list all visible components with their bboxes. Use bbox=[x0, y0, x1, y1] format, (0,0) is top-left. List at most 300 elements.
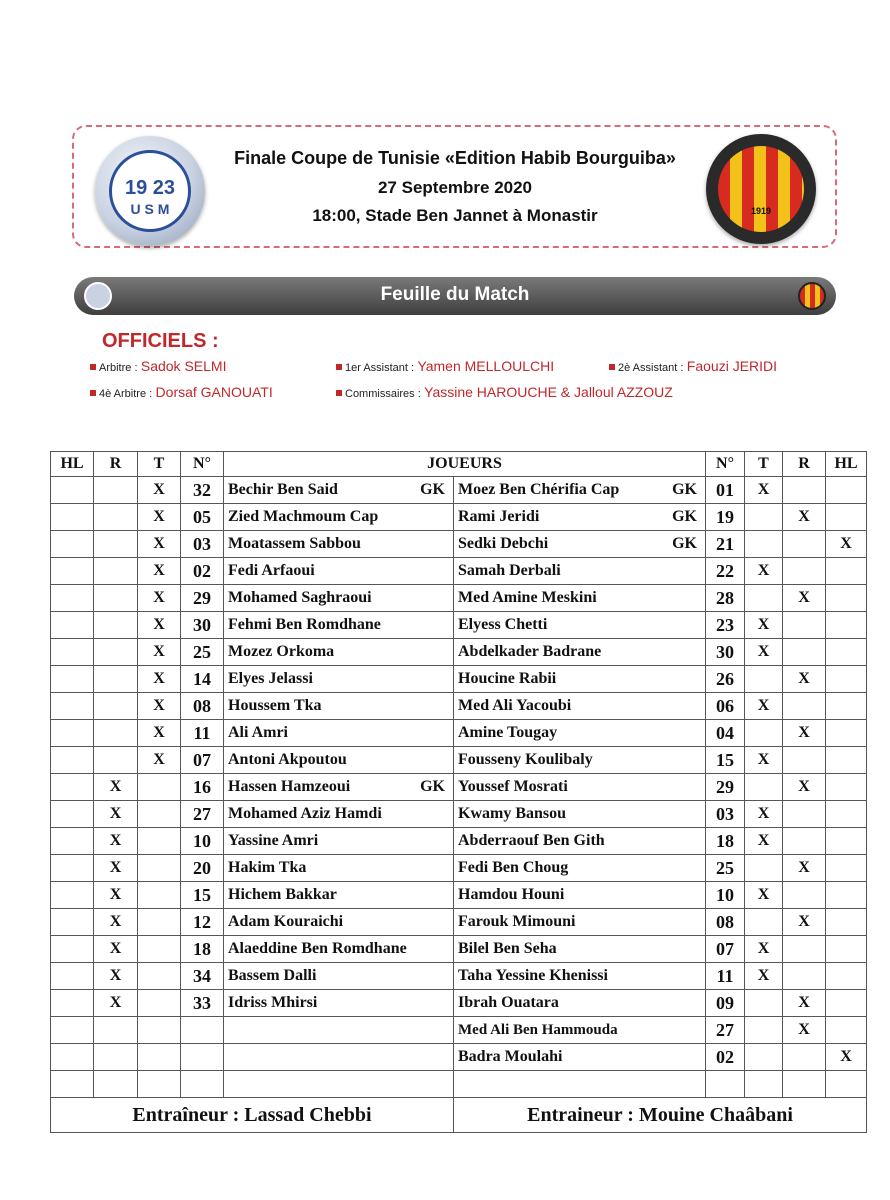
right-r-cell bbox=[783, 963, 826, 990]
right-t-cell bbox=[745, 666, 783, 693]
right-r-cell bbox=[783, 531, 826, 558]
left-player-name bbox=[224, 585, 454, 612]
right-number-cell-text: 30 bbox=[716, 641, 734, 662]
right-hl-cell bbox=[826, 990, 867, 1017]
right-r-cell bbox=[783, 612, 826, 639]
right-number-cell-text: 04 bbox=[716, 722, 734, 743]
left-player-name-text: Yassine Amri bbox=[228, 832, 319, 849]
right-number-cell bbox=[706, 1044, 745, 1071]
table-row bbox=[51, 1044, 867, 1071]
left-t-cell-text: X bbox=[153, 589, 165, 606]
right-t-cell bbox=[745, 882, 783, 909]
table-row bbox=[51, 909, 867, 936]
table-row bbox=[51, 666, 867, 693]
right-number-cell-text: 10 bbox=[716, 884, 734, 905]
left-player-name bbox=[224, 909, 454, 936]
left-t-cell bbox=[138, 774, 181, 801]
right-t-cell-text: X bbox=[757, 805, 770, 822]
right-hl-cell bbox=[826, 747, 867, 774]
left-number-cell-text: 25 bbox=[193, 641, 211, 662]
left-t-cell bbox=[138, 936, 181, 963]
left-player-name-text: Ali Amri bbox=[228, 724, 288, 741]
left-number-cell-text: 05 bbox=[193, 506, 211, 527]
right-number-cell-text: 07 bbox=[716, 938, 734, 959]
right-t-cell-text: X bbox=[757, 616, 770, 633]
left-r-cell-text: X bbox=[109, 859, 122, 876]
left-hl-cell bbox=[51, 693, 94, 720]
right-player-name bbox=[454, 909, 706, 936]
left-number-cell bbox=[181, 504, 224, 531]
left-r-cell bbox=[94, 963, 138, 990]
left-number-cell bbox=[181, 612, 224, 639]
left-r-cell bbox=[94, 774, 138, 801]
right-player-name-text: Sedki Debchi bbox=[458, 535, 549, 552]
left-player-name bbox=[224, 774, 454, 801]
col-no-left: N° bbox=[181, 452, 224, 477]
left-number-cell-text: 34 bbox=[193, 965, 211, 986]
left-hl-cell bbox=[51, 774, 94, 801]
right-hl-cell bbox=[826, 1017, 867, 1044]
right-r-cell bbox=[783, 1044, 826, 1071]
left-hl-cell bbox=[51, 882, 94, 909]
right-hl-cell bbox=[826, 504, 867, 531]
table-row bbox=[51, 747, 867, 774]
left-hl-cell bbox=[51, 990, 94, 1017]
left-player-name-text: Mozez Orkoma bbox=[228, 643, 335, 660]
right-player-name bbox=[454, 720, 706, 747]
official-fourth bbox=[90, 384, 273, 400]
table-row bbox=[51, 882, 867, 909]
right-number-cell-text: 03 bbox=[716, 803, 734, 824]
bullet-icon bbox=[336, 390, 342, 396]
left-player-name bbox=[224, 477, 454, 504]
right-number-cell-text: 21 bbox=[716, 533, 734, 554]
coach-row bbox=[51, 1098, 867, 1133]
left-t-cell-text: X bbox=[153, 616, 165, 633]
left-hl-cell bbox=[51, 963, 94, 990]
left-number-cell-text: 10 bbox=[193, 830, 211, 851]
est-small-logo bbox=[798, 282, 826, 310]
coach-left: Entraîneur : Lassad Chebbi bbox=[51, 1098, 454, 1133]
right-number-cell-text: 22 bbox=[716, 560, 734, 581]
table-row bbox=[51, 585, 867, 612]
left-player-name-text: Mohamed Saghraoui bbox=[228, 589, 372, 606]
right-player-name bbox=[454, 801, 706, 828]
left-r-cell bbox=[94, 612, 138, 639]
left-t-cell bbox=[138, 855, 181, 882]
est-logo bbox=[706, 134, 816, 244]
right-hl-cell bbox=[826, 936, 867, 963]
left-number-cell-text: 07 bbox=[193, 749, 211, 770]
left-number-cell bbox=[181, 909, 224, 936]
left-t-cell bbox=[138, 477, 181, 504]
table-row bbox=[51, 1071, 867, 1098]
right-t-cell-text: X bbox=[757, 697, 770, 714]
left-t-cell bbox=[138, 639, 181, 666]
right-player-name bbox=[454, 774, 706, 801]
feuille-banner bbox=[74, 277, 836, 315]
left-player-name bbox=[224, 1044, 454, 1071]
right-r-cell-text: X bbox=[798, 1021, 810, 1038]
right-t-cell bbox=[745, 774, 783, 801]
left-number-cell-text: 32 bbox=[193, 479, 211, 500]
right-player-name bbox=[454, 531, 706, 558]
est-logo-year: 1919 bbox=[750, 206, 772, 216]
left-r-cell-text: X bbox=[109, 832, 122, 849]
left-player-name bbox=[224, 693, 454, 720]
right-r-cell-text: X bbox=[798, 724, 810, 741]
table-row bbox=[51, 477, 867, 504]
right-player-name bbox=[454, 828, 706, 855]
left-player-name-text: Hassen Hamzeoui bbox=[228, 778, 351, 795]
left-hl-cell bbox=[51, 612, 94, 639]
col-t-right: T bbox=[745, 452, 783, 477]
table-row bbox=[51, 990, 867, 1017]
bullet-icon bbox=[90, 390, 96, 396]
fourth-name: Dorsaf GANOUATI bbox=[155, 384, 273, 400]
right-r-cell bbox=[783, 585, 826, 612]
left-r-cell bbox=[94, 801, 138, 828]
usm-logo-emblem bbox=[109, 150, 191, 232]
right-r-cell-text: X bbox=[798, 508, 810, 525]
right-player-name-text: Med Ali Yacoubi bbox=[458, 697, 572, 714]
right-number-cell bbox=[706, 1017, 745, 1044]
right-hl-cell bbox=[826, 1071, 867, 1098]
official-arbitre bbox=[90, 358, 226, 374]
right-hl-cell bbox=[826, 774, 867, 801]
left-number-cell-text: 27 bbox=[193, 803, 211, 824]
right-t-cell bbox=[745, 1017, 783, 1044]
right-player-name-text: Samah Derbali bbox=[458, 562, 561, 579]
right-t-cell-text: X bbox=[757, 562, 770, 579]
left-hl-cell bbox=[51, 558, 94, 585]
left-r-cell-text: X bbox=[109, 967, 122, 984]
right-r-cell bbox=[783, 936, 826, 963]
right-player-name bbox=[454, 693, 706, 720]
table-row bbox=[51, 639, 867, 666]
left-player-name-text: Bechir Ben Said bbox=[228, 481, 338, 498]
right-t-cell-text: X bbox=[757, 832, 770, 849]
right-number-cell bbox=[706, 963, 745, 990]
table-header-row bbox=[51, 452, 867, 477]
left-player-name bbox=[224, 936, 454, 963]
right-player-name bbox=[454, 990, 706, 1017]
table-row bbox=[51, 963, 867, 990]
right-t-cell-text: X bbox=[757, 643, 770, 660]
col-no-right: N° bbox=[706, 452, 745, 477]
left-player-name-text: Elyes Jelassi bbox=[228, 670, 313, 687]
goalkeeper-tag: GK bbox=[672, 481, 697, 498]
right-t-cell bbox=[745, 504, 783, 531]
left-hl-cell bbox=[51, 855, 94, 882]
left-t-cell bbox=[138, 720, 181, 747]
left-r-cell bbox=[94, 1071, 138, 1098]
right-number-cell-text: 08 bbox=[716, 911, 734, 932]
right-number-cell-text: 11 bbox=[716, 965, 734, 986]
left-number-cell bbox=[181, 936, 224, 963]
right-r-cell bbox=[783, 477, 826, 504]
left-t-cell bbox=[138, 1071, 181, 1098]
left-r-cell bbox=[94, 504, 138, 531]
left-hl-cell bbox=[51, 666, 94, 693]
right-number-cell-text: 23 bbox=[716, 614, 734, 635]
right-t-cell-text: X bbox=[757, 886, 770, 903]
left-t-cell bbox=[138, 693, 181, 720]
right-number-cell bbox=[706, 909, 745, 936]
right-t-cell bbox=[745, 1071, 783, 1098]
commissaires-label: Commissaires : bbox=[345, 388, 421, 400]
left-player-name-text: Fehmi Ben Romdhane bbox=[228, 616, 381, 633]
match-title: Finale Coupe de Tunisie «Edition Habib Bourguiba» bbox=[234, 148, 676, 168]
left-hl-cell bbox=[51, 936, 94, 963]
right-t-cell bbox=[745, 612, 783, 639]
right-t-cell bbox=[745, 747, 783, 774]
left-number-cell-text: 11 bbox=[193, 722, 211, 743]
left-r-cell bbox=[94, 531, 138, 558]
left-number-cell bbox=[181, 882, 224, 909]
right-number-cell bbox=[706, 666, 745, 693]
left-t-cell-text: X bbox=[153, 508, 165, 525]
left-player-name bbox=[224, 882, 454, 909]
right-number-cell-text: 19 bbox=[716, 506, 734, 527]
left-number-cell bbox=[181, 747, 224, 774]
left-r-cell bbox=[94, 747, 138, 774]
right-hl-cell bbox=[826, 1044, 867, 1071]
left-player-name-text: Zied Machmoum Cap bbox=[228, 508, 379, 525]
table-row bbox=[51, 855, 867, 882]
right-number-cell bbox=[706, 531, 745, 558]
right-number-cell bbox=[706, 1071, 745, 1098]
left-r-cell bbox=[94, 1044, 138, 1071]
right-t-cell bbox=[745, 801, 783, 828]
left-hl-cell bbox=[51, 1017, 94, 1044]
right-number-cell bbox=[706, 801, 745, 828]
right-r-cell bbox=[783, 1017, 826, 1044]
left-r-cell bbox=[94, 990, 138, 1017]
fourth-label: 4è Arbitre : bbox=[99, 388, 153, 400]
roster-table bbox=[50, 451, 867, 1133]
right-r-cell bbox=[783, 828, 826, 855]
right-t-cell-text: X bbox=[757, 481, 770, 498]
right-hl-cell bbox=[826, 882, 867, 909]
right-hl-cell bbox=[826, 531, 867, 558]
left-number-cell-text: 16 bbox=[193, 776, 211, 797]
goalkeeper-tag: GK bbox=[672, 508, 697, 525]
arbitre-name: Sadok SELMI bbox=[140, 358, 227, 374]
left-t-cell bbox=[138, 531, 181, 558]
table-row bbox=[51, 612, 867, 639]
right-r-cell-text: X bbox=[798, 778, 810, 795]
right-hl-cell bbox=[826, 828, 867, 855]
left-t-cell bbox=[138, 747, 181, 774]
left-r-cell-text: X bbox=[109, 940, 122, 957]
right-number-cell bbox=[706, 612, 745, 639]
official-commissaires bbox=[336, 384, 673, 400]
left-player-name-text: Adam Kouraichi bbox=[228, 913, 344, 930]
left-player-name-text: Hichem Bakkar bbox=[228, 886, 337, 903]
right-t-cell bbox=[745, 693, 783, 720]
right-r-cell bbox=[783, 720, 826, 747]
right-player-name-text: Youssef Mosrati bbox=[458, 778, 568, 795]
left-r-cell bbox=[94, 936, 138, 963]
right-number-cell bbox=[706, 855, 745, 882]
match-date: 27 Septembre 2020 bbox=[377, 178, 533, 197]
left-hl-cell bbox=[51, 585, 94, 612]
left-number-cell bbox=[181, 855, 224, 882]
right-t-cell bbox=[745, 639, 783, 666]
right-player-name-text: Ibrah Ouatara bbox=[458, 994, 559, 1011]
left-t-cell bbox=[138, 1044, 181, 1071]
left-player-name-text: Moatassem Sabbou bbox=[228, 535, 361, 552]
left-t-cell bbox=[138, 558, 181, 585]
left-r-cell-text: X bbox=[109, 805, 122, 822]
left-player-name bbox=[224, 639, 454, 666]
left-number-cell-text: 15 bbox=[193, 884, 211, 905]
right-player-name bbox=[454, 504, 706, 531]
left-number-cell-text: 18 bbox=[193, 938, 211, 959]
right-r-cell bbox=[783, 774, 826, 801]
right-player-name-text: Houcine Rabii bbox=[458, 670, 557, 687]
assistant1-label: 1er Assistant : bbox=[345, 362, 415, 374]
table-row bbox=[51, 801, 867, 828]
right-player-name bbox=[454, 1044, 706, 1071]
left-t-cell bbox=[138, 828, 181, 855]
usm-logo-letters: U S M bbox=[130, 201, 170, 217]
right-player-name bbox=[454, 855, 706, 882]
left-t-cell bbox=[138, 990, 181, 1017]
right-player-name bbox=[454, 612, 706, 639]
right-t-cell-text: X bbox=[757, 751, 770, 768]
right-player-name-text: Elyess Chetti bbox=[458, 616, 548, 633]
left-hl-cell bbox=[51, 1044, 94, 1071]
left-number-cell bbox=[181, 963, 224, 990]
right-number-cell-text: 26 bbox=[716, 668, 734, 689]
left-r-cell bbox=[94, 477, 138, 504]
left-number-cell bbox=[181, 801, 224, 828]
right-r-cell-text: X bbox=[798, 913, 810, 930]
right-t-cell bbox=[745, 990, 783, 1017]
left-number-cell-text: 08 bbox=[193, 695, 211, 716]
right-r-cell bbox=[783, 558, 826, 585]
right-player-name-text: Moez Ben Chérifia Cap bbox=[458, 481, 620, 498]
table-row bbox=[51, 504, 867, 531]
left-hl-cell bbox=[51, 639, 94, 666]
right-t-cell bbox=[745, 828, 783, 855]
left-r-cell-text: X bbox=[109, 994, 122, 1011]
right-t-cell-text: X bbox=[757, 940, 770, 957]
right-t-cell bbox=[745, 1044, 783, 1071]
right-player-name bbox=[454, 963, 706, 990]
table-row bbox=[51, 1017, 867, 1044]
left-hl-cell bbox=[51, 747, 94, 774]
right-r-cell bbox=[783, 504, 826, 531]
left-t-cell-text: X bbox=[153, 481, 165, 498]
right-player-name-text: Kwamy Bansou bbox=[458, 805, 567, 822]
left-t-cell-text: X bbox=[153, 697, 165, 714]
right-t-cell bbox=[745, 936, 783, 963]
left-number-cell bbox=[181, 828, 224, 855]
left-player-name-text: Hakim Tka bbox=[228, 859, 307, 876]
goalkeeper-tag: GK bbox=[420, 481, 445, 498]
left-r-cell bbox=[94, 882, 138, 909]
left-player-name bbox=[224, 963, 454, 990]
left-r-cell-text: X bbox=[109, 886, 122, 903]
right-number-cell-text: 15 bbox=[716, 749, 734, 770]
left-r-cell bbox=[94, 666, 138, 693]
coach-right: Entraineur : Mouine Chaâbani bbox=[454, 1098, 867, 1133]
right-player-name-text: Farouk Mimouni bbox=[458, 913, 576, 930]
left-hl-cell bbox=[51, 801, 94, 828]
right-t-cell-text: X bbox=[757, 967, 770, 984]
left-t-cell-text: X bbox=[153, 670, 165, 687]
right-t-cell bbox=[745, 477, 783, 504]
right-number-cell bbox=[706, 774, 745, 801]
left-r-cell bbox=[94, 828, 138, 855]
right-hl-cell bbox=[826, 639, 867, 666]
match-venue: 18:00, Stade Ben Jannet à Monastir bbox=[312, 206, 598, 225]
right-player-name-text: Med Amine Meskini bbox=[458, 589, 597, 606]
right-number-cell-text: 29 bbox=[716, 776, 734, 797]
left-hl-cell bbox=[51, 504, 94, 531]
left-player-name-text: Alaeddine Ben Romdhane bbox=[228, 940, 407, 957]
left-t-cell bbox=[138, 909, 181, 936]
left-player-name bbox=[224, 666, 454, 693]
col-r-left: R bbox=[94, 452, 138, 477]
left-number-cell-text: 33 bbox=[193, 992, 211, 1013]
left-player-name bbox=[224, 612, 454, 639]
right-r-cell bbox=[783, 990, 826, 1017]
left-number-cell bbox=[181, 774, 224, 801]
officials-heading: OFFICIELS : bbox=[102, 330, 219, 352]
right-player-name bbox=[454, 936, 706, 963]
left-hl-cell bbox=[51, 531, 94, 558]
left-r-cell bbox=[94, 1017, 138, 1044]
left-t-cell-text: X bbox=[153, 724, 165, 741]
right-player-name bbox=[454, 747, 706, 774]
bullet-icon bbox=[90, 364, 96, 370]
left-number-cell bbox=[181, 693, 224, 720]
right-player-name bbox=[454, 477, 706, 504]
right-player-name bbox=[454, 585, 706, 612]
left-player-name-text: Fedi Arfaoui bbox=[228, 562, 315, 579]
left-number-cell-text: 12 bbox=[193, 911, 211, 932]
right-number-cell-text: 06 bbox=[716, 695, 734, 716]
right-hl-cell bbox=[826, 801, 867, 828]
right-t-cell bbox=[745, 963, 783, 990]
left-number-cell bbox=[181, 1071, 224, 1098]
right-number-cell-text: 02 bbox=[716, 1046, 734, 1067]
left-player-name bbox=[224, 1071, 454, 1098]
right-player-name-text: Taha Yessine Khenissi bbox=[458, 967, 608, 984]
right-number-cell bbox=[706, 747, 745, 774]
right-number-cell-text: 09 bbox=[716, 992, 734, 1013]
table-row bbox=[51, 531, 867, 558]
right-player-name-text: Hamdou Houni bbox=[458, 886, 565, 903]
right-player-name bbox=[454, 882, 706, 909]
right-r-cell-text: X bbox=[798, 859, 810, 876]
right-hl-cell bbox=[826, 720, 867, 747]
left-number-cell bbox=[181, 1017, 224, 1044]
right-player-name-text: Badra Moulahi bbox=[458, 1048, 563, 1065]
left-player-name bbox=[224, 531, 454, 558]
left-r-cell bbox=[94, 558, 138, 585]
right-player-name-text: Rami Jeridi bbox=[458, 508, 540, 525]
left-r-cell bbox=[94, 585, 138, 612]
right-r-cell-text: X bbox=[798, 994, 810, 1011]
left-r-cell bbox=[94, 720, 138, 747]
right-number-cell bbox=[706, 720, 745, 747]
right-number-cell bbox=[706, 558, 745, 585]
